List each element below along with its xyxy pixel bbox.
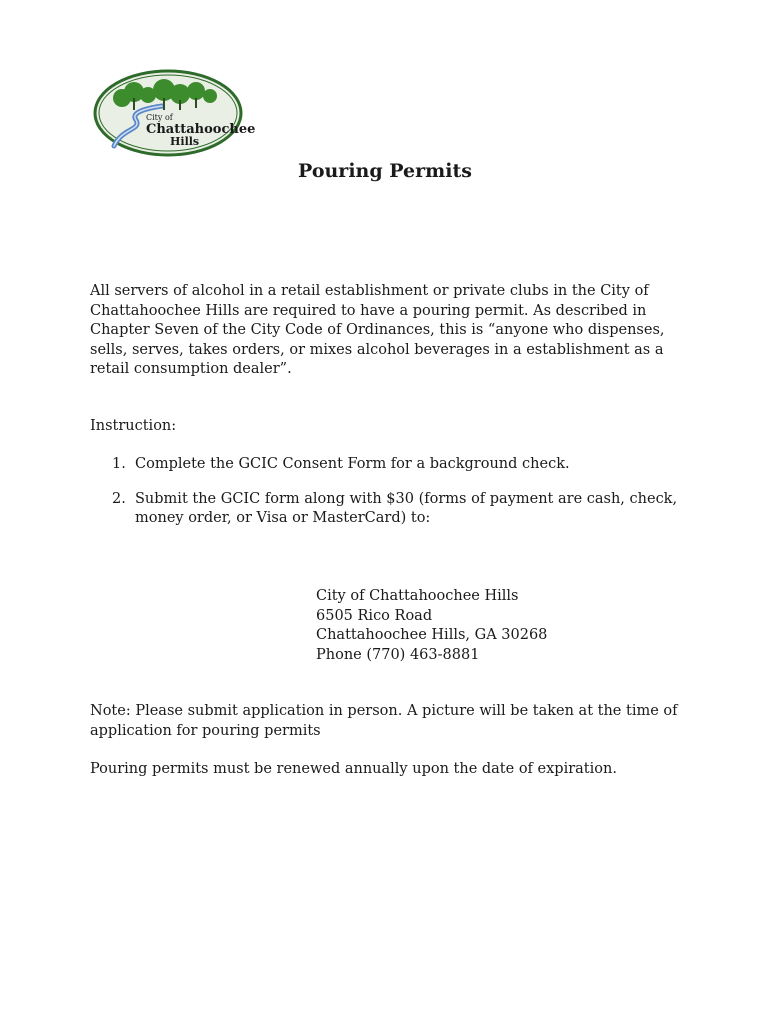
address-city: Chattahoochee Hills, GA 30268 (316, 627, 548, 643)
address-street: 6505 Rico Road (316, 607, 433, 624)
mailing-address (316, 587, 547, 665)
intro-paragraph: All servers of alcohol in a retail establishment or private clubs in the City of Chattahoochee Hills are required to have a pouring permit. As described in Chapter Seven of the City Code of Ordinances, this is “anyone who dispenses, sells, serves, takes orders, or mixes alcohol beverages in a establishment as a retail consumption dealer”. (90, 283, 665, 377)
city-logo (92, 68, 256, 158)
logo-line1: City of (146, 113, 173, 122)
logo-line3: Hills (170, 135, 200, 148)
note-paragraph: Note: Please submit application in person. A picture will be taken at the time of application for pouring permits (90, 703, 678, 739)
address-name: City of Chattahoochee Hills (316, 588, 519, 604)
instruction-steps (90, 455, 690, 544)
instruction-label: Instruction: (90, 418, 177, 434)
step-number: 1. (112, 456, 126, 472)
logo-line2: Chattahoochee (146, 122, 256, 137)
step-item (90, 490, 690, 529)
step-number: 2. (112, 490, 126, 507)
step-text: Submit the GCIC form along with $30 (forms of payment are cash, check, money order, or Visa or MasterCard) to: (135, 490, 678, 526)
page-title: Pouring Permits (298, 160, 472, 182)
step-item (90, 455, 690, 475)
step-text: Complete the GCIC Consent Form for a background check. (135, 456, 570, 472)
address-phone: Phone (770) 463-8881 (316, 646, 480, 663)
renewal-paragraph: Pouring permits must be renewed annually upon the date of expiration. (90, 761, 617, 777)
